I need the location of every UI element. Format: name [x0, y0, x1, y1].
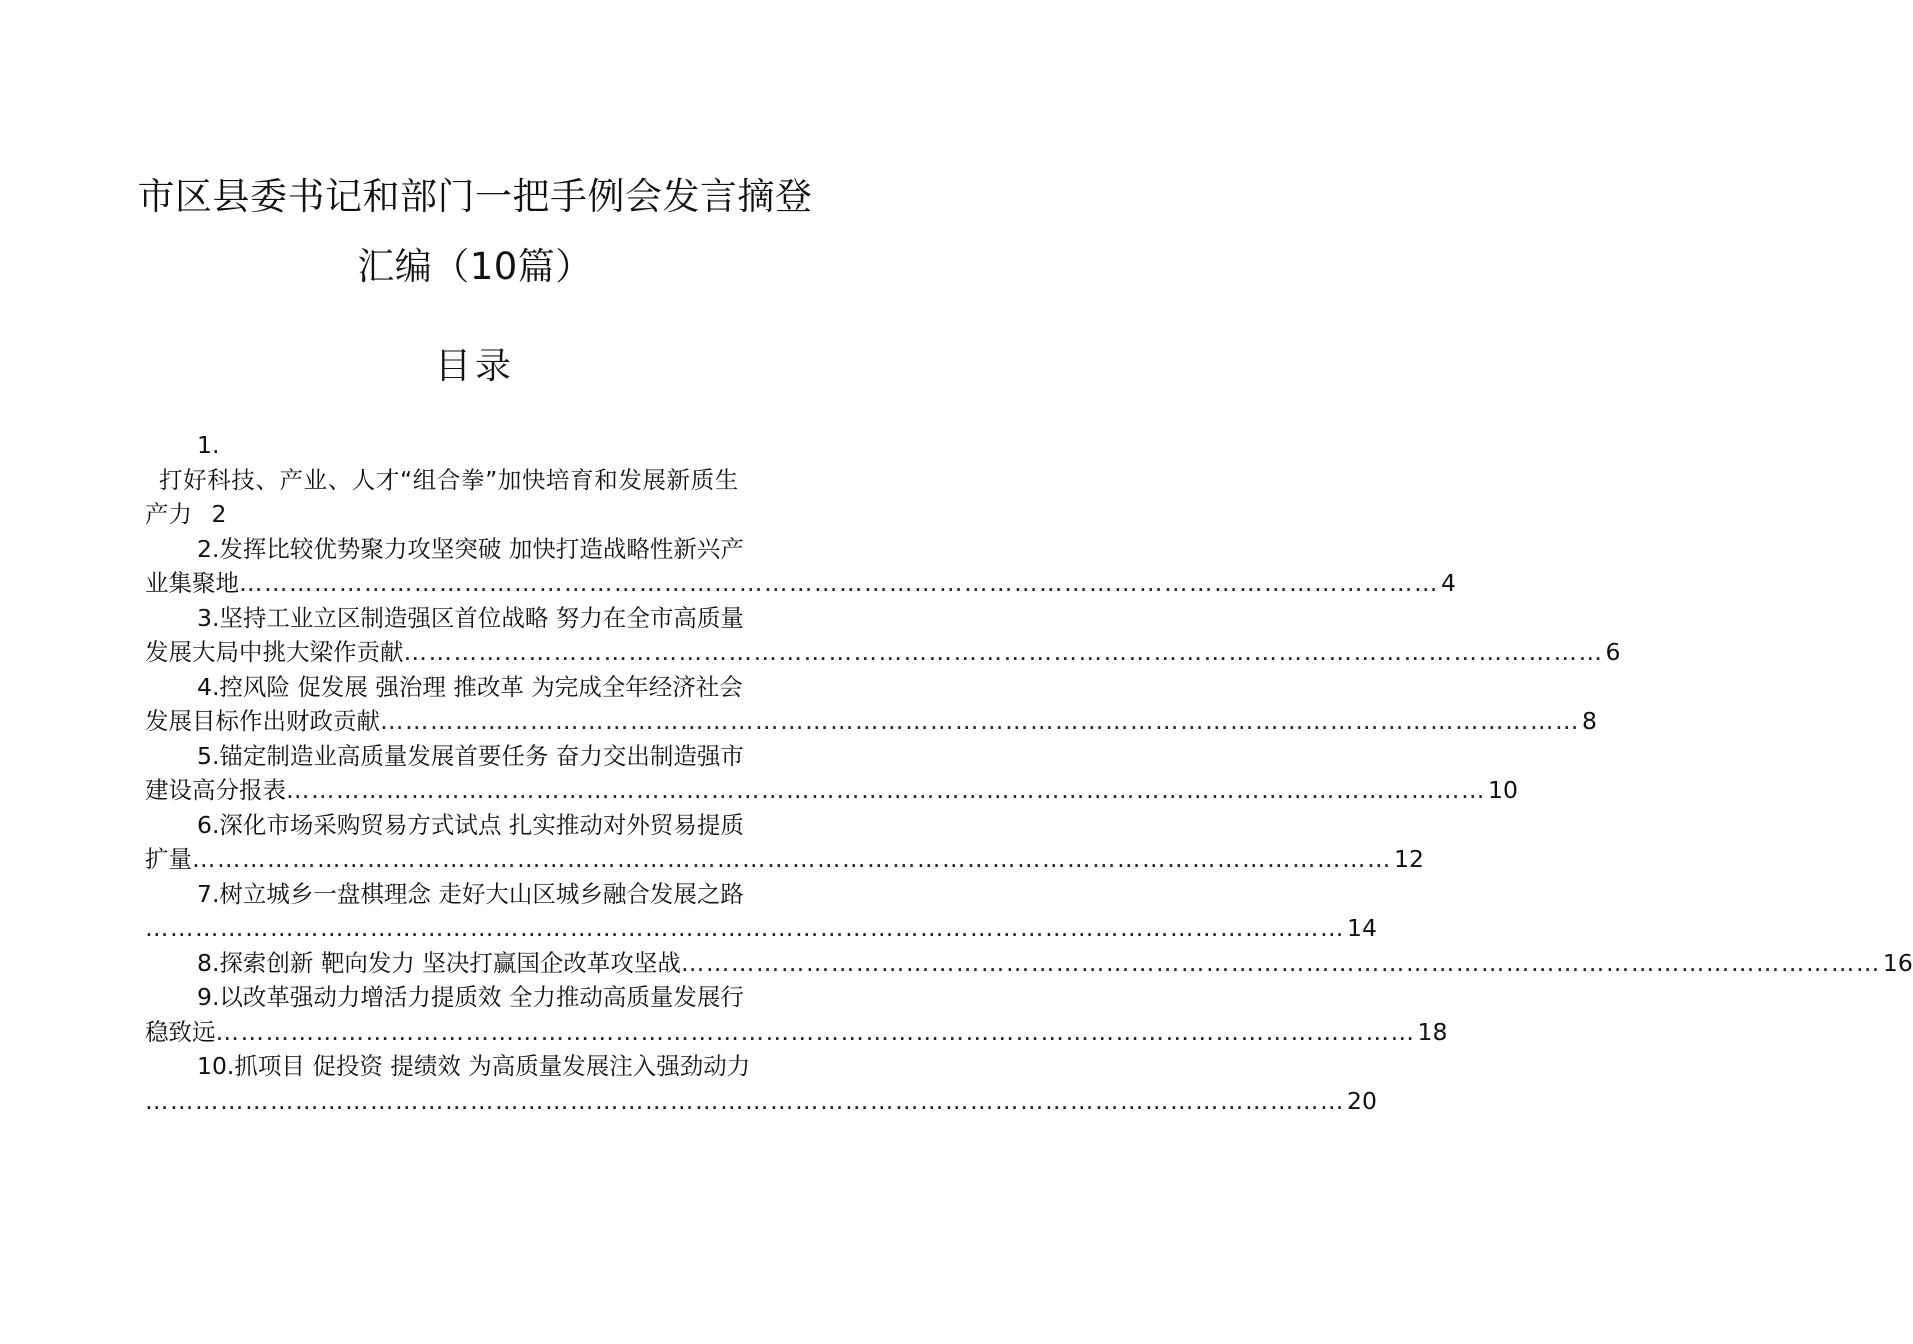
toc-entry-title: 10.抓项目 促投资 提绩效 为高质量发展注入强劲动力 — [197, 1052, 751, 1080]
toc-entry-title: 7.树立城乡一盘棋理念 走好大山区城乡融合发展之路 — [197, 879, 744, 908]
toc-entry-page: 6 — [1605, 638, 1621, 666]
toc-entry-page: 2 — [211, 500, 227, 528]
dot-leader: ……………………………………………………………………………………………………………………………… — [380, 707, 1580, 735]
toc-entry-5[interactable] — [145, 739, 1518, 808]
toc-entry-7[interactable] — [145, 877, 1377, 946]
toc-entry-page: 10 — [1488, 776, 1518, 804]
dot-leader: ……………………………………………………………………………………………………………………………… — [215, 1017, 1416, 1046]
toc-entry-title: 9.以改革强动力增活力提质效 全力推动高质量发展行 — [197, 983, 744, 1011]
table-of-contents — [145, 428, 1913, 1118]
document-title-line-2: 汇编（10篇） — [357, 245, 593, 288]
dot-leader: ……………………………………………………………………………………………………………………………… — [680, 948, 1881, 977]
toc-entry-leader-line — [145, 842, 1424, 877]
toc-entry-page: 14 — [1347, 914, 1377, 942]
toc-heading: 目录 — [434, 346, 515, 387]
toc-entry-leader-line — [145, 911, 1377, 946]
toc-entry-leader-line — [145, 1084, 1377, 1119]
toc-entry-title-end: 发展目标作出财政贡献 — [145, 707, 380, 735]
toc-entry-title: 5.锚定制造业高质量发展首要任务 奋力交出制造强市 — [197, 741, 744, 770]
toc-entry-title: 打好科技、产业、人才“组合拳”加快培育和发展新质生 — [159, 465, 739, 494]
toc-entry-title-end: 稳致远 — [145, 1017, 216, 1046]
toc-entry-title-end: 扩量 — [145, 845, 192, 873]
toc-entry-title: 6.深化市场采购贸易方式试点 扎实推动对外贸易提质 — [197, 810, 744, 839]
toc-entry-title-end: 发展大局中挑大梁作贡献 — [145, 638, 404, 666]
toc-entry-leader-line — [145, 704, 1597, 739]
toc-entry-title: 8.探索创新 靶向发力 坚决打赢国企改革攻坚战 — [197, 948, 681, 977]
toc-entry-4[interactable] — [145, 670, 1597, 739]
toc-entry-title-end: 产力 — [145, 500, 192, 528]
toc-entry-page: 20 — [1347, 1086, 1377, 1115]
toc-entry-leader-line — [145, 773, 1518, 808]
dot-leader: ……………………………………………………………………………………………………………………………… — [403, 638, 1604, 666]
toc-entry-9[interactable] — [145, 980, 1448, 1049]
toc-entry-leader-line — [145, 635, 1621, 670]
toc-entry-title-continued — [145, 497, 807, 532]
toc-entry-title: 3.坚持工业立区制造强区首位战略 努力在全市高质量 — [197, 603, 744, 632]
toc-entry-1[interactable] — [145, 428, 807, 532]
toc-entry-number: 1. — [197, 431, 220, 459]
dot-leader: ……………………………………………………………………………………………………………………………… — [239, 569, 1439, 597]
document-title-line-1: 市区县委书记和部门一把手例会发言摘登 — [137, 175, 813, 218]
dot-leader: ……………………………………………………………………………………………………………………………… — [286, 776, 1486, 804]
toc-entry-page: 12 — [1394, 845, 1424, 873]
toc-entry-title-end: 建设高分报表 — [145, 776, 286, 804]
dot-leader: ……………………………………………………………………………………………………………………………… — [192, 845, 1392, 873]
toc-entry-title: 2.发挥比较优势聚力攻坚突破 加快打造战略性新兴产 — [197, 534, 744, 563]
toc-entry-title: 4.控风险 促发展 强治理 推改革 为完成全年经济社会 — [197, 672, 743, 701]
dot-leader: ……………………………………………………………………………………………………………………………… — [145, 1086, 1345, 1115]
toc-entry-page: 4 — [1441, 569, 1456, 597]
toc-entry-2[interactable] — [145, 532, 1456, 601]
toc-entry-3[interactable] — [145, 601, 1621, 670]
toc-entry-8[interactable] — [145, 946, 1913, 981]
toc-entry-title-end: 业集聚地 — [145, 569, 239, 597]
toc-entry-page: 18 — [1417, 1017, 1448, 1046]
toc-entry-10[interactable] — [145, 1049, 1377, 1118]
toc-entry-leader-line — [145, 566, 1456, 601]
toc-entry-page: 16 — [1882, 948, 1913, 977]
toc-entry-leader-line — [145, 946, 1913, 981]
toc-entry-leader-line — [145, 1015, 1448, 1050]
dot-leader: ……………………………………………………………………………………………………………………………… — [145, 914, 1345, 942]
toc-entry-page: 8 — [1582, 707, 1597, 735]
toc-entry-6[interactable] — [145, 808, 1424, 877]
